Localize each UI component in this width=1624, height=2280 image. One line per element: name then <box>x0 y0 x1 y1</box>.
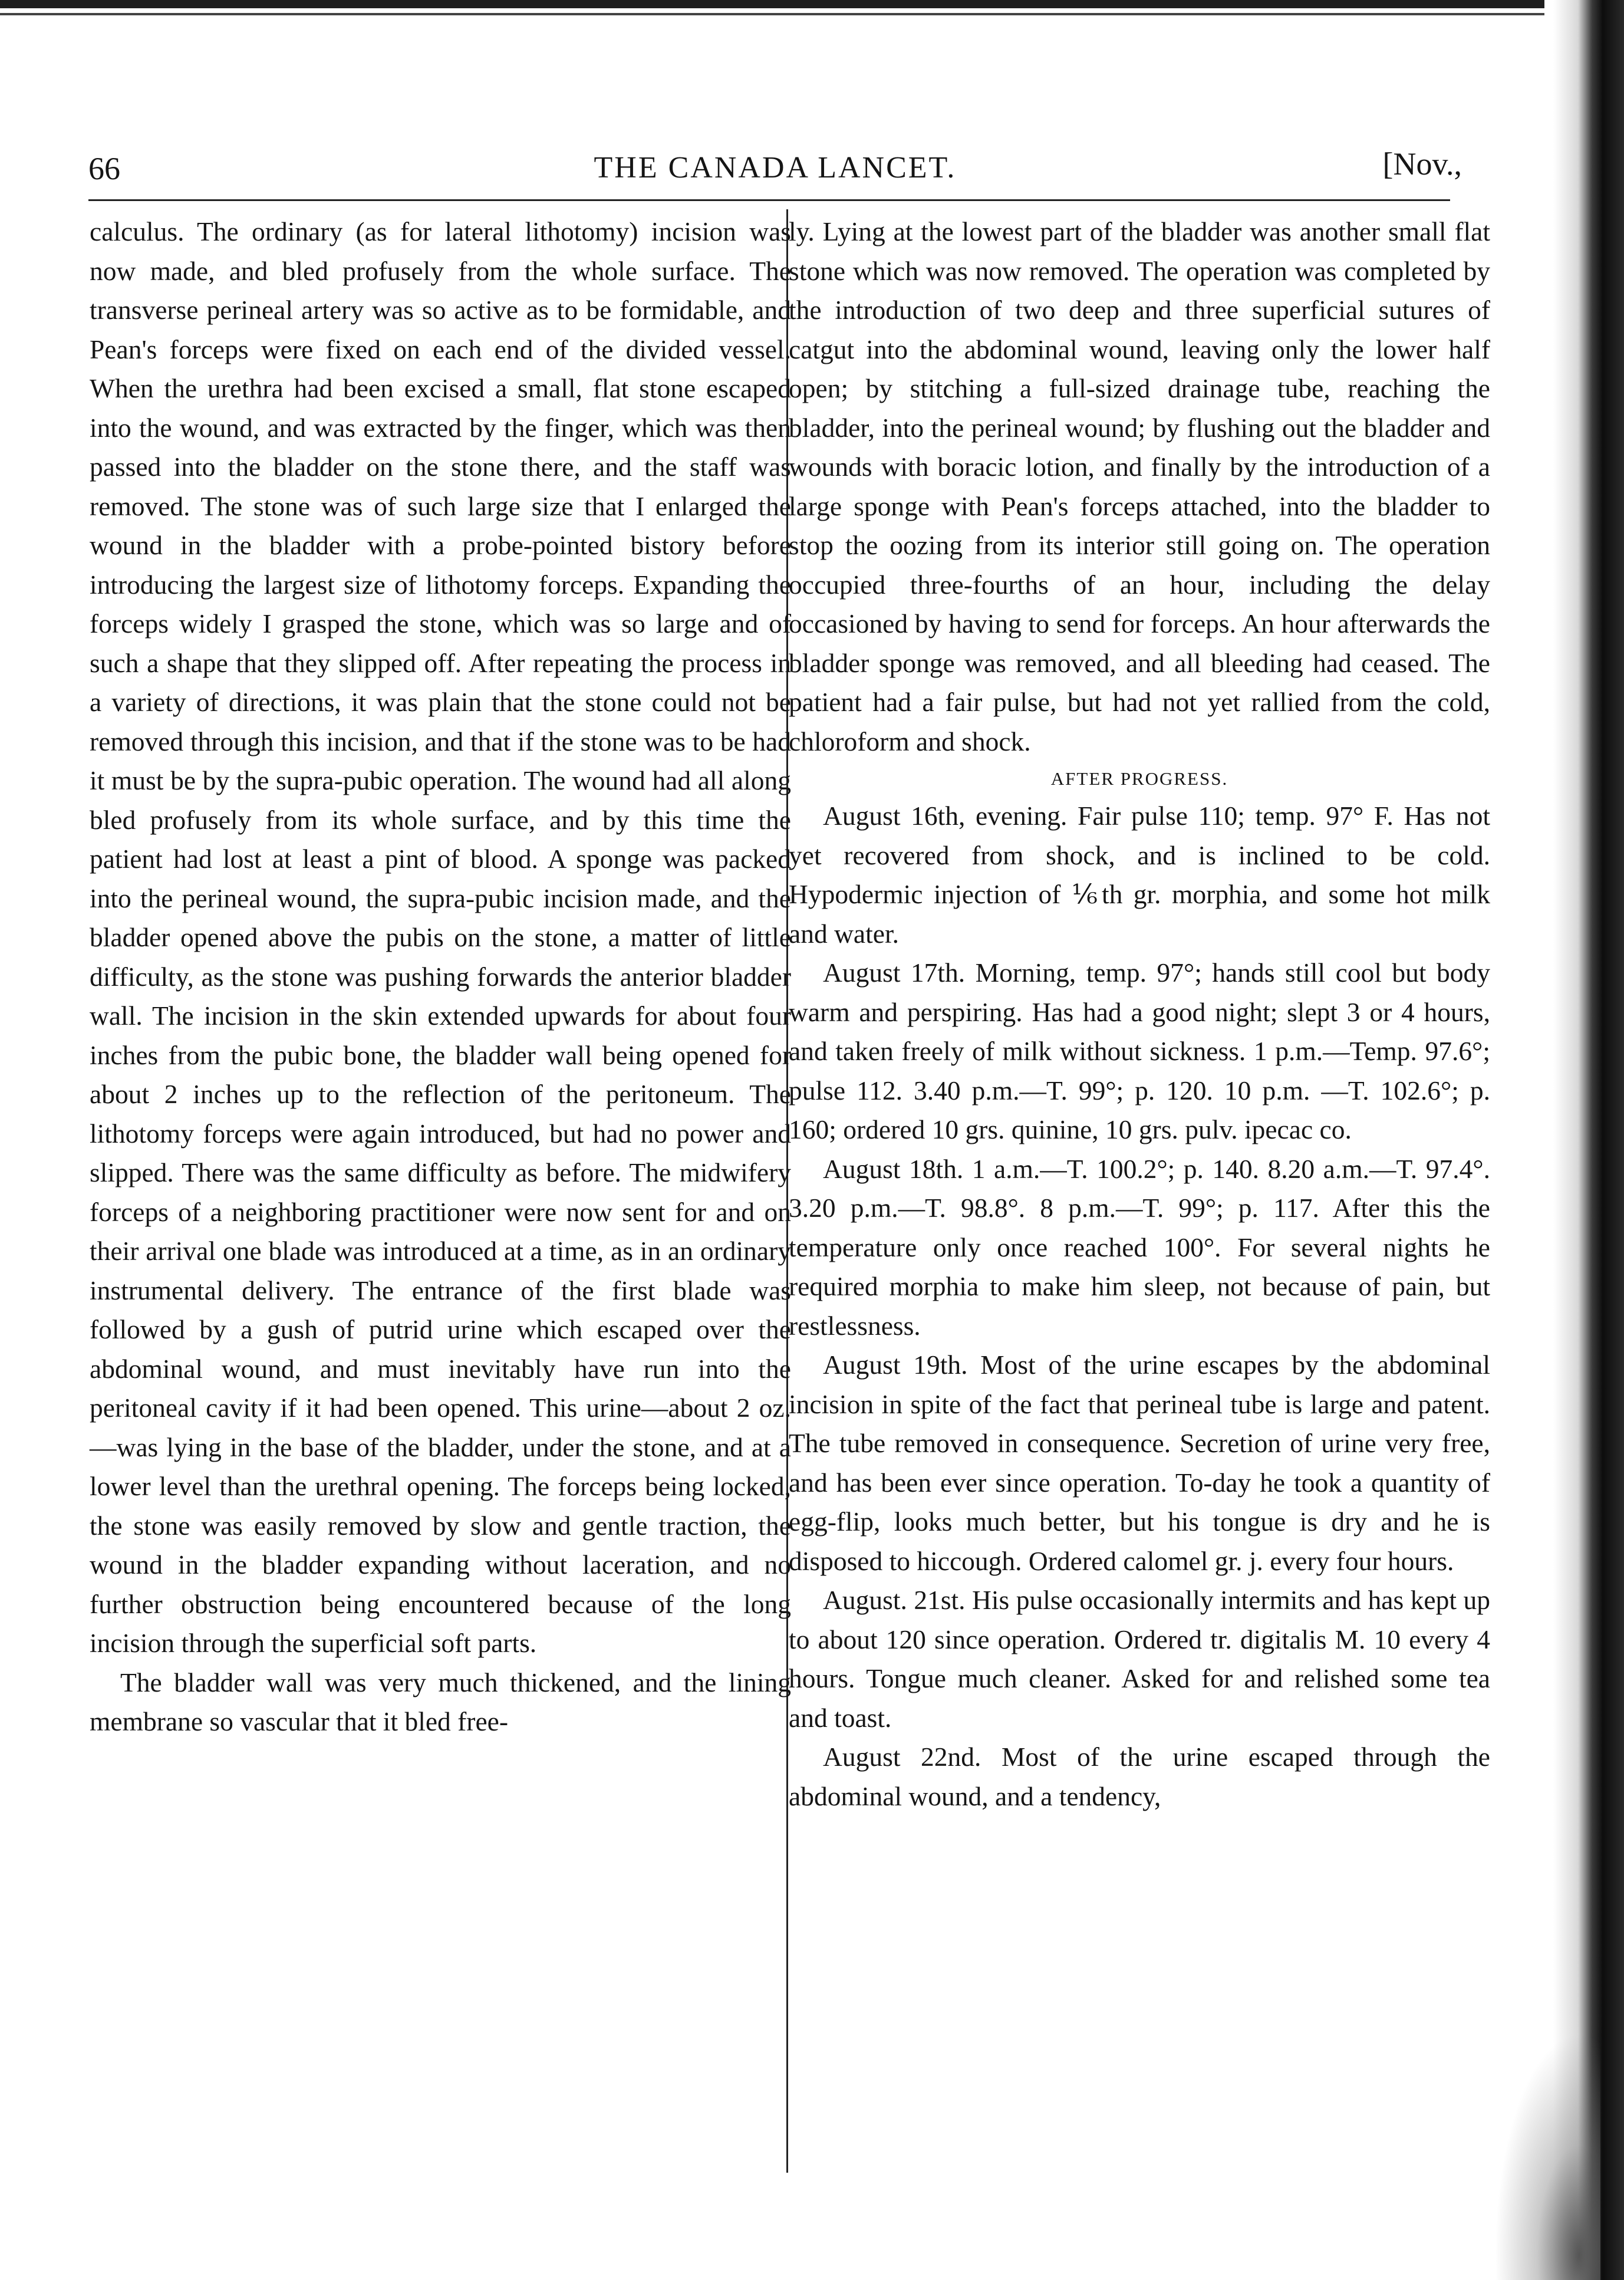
section-heading: AFTER PROGRESS. <box>1050 768 1228 789</box>
left-column <box>90 212 791 1742</box>
top-border-rule-thin <box>0 13 1544 15</box>
scan-smudge <box>1494 2032 1600 2280</box>
progress-entry-aug-17: August 17th. Morning, temp. 97°; hands still cool but body warm and perspiring. Has had a good night; slept 3 or 4 hours, and taken freely of milk without sickness. 1 p.m.—Temp. 97.6°; pulse 112. 3.40 p.m.—T. 99°; p. 120. 10 p.m. —T. 102.6°; p. 160; ordered 10 grs. quinine, 10 grs. pulv. ipecac co. <box>789 958 1490 1144</box>
running-header <box>88 146 1462 203</box>
left-paragraph-2: The bladder wall was very much thickened, and the lining membrane so vascular that it bled free- <box>90 1667 791 1736</box>
progress-entry-aug-19: August 19th. Most of the urine escapes by the abdominal incision in spite of the fact that perineal tube is large and patent. The tube removed in consequence. Secretion of urine very free, and has been ever since operation. To-day he took a quantity of egg-flip, looks much better, but his tongue is dry and he is disposed to hiccough. Ordered calomel gr. j. every four hours. <box>789 1350 1490 1576</box>
journal-title: THE CANADA LANCET. <box>594 151 957 185</box>
page-binding-edge <box>1553 0 1624 2280</box>
right-column <box>789 212 1490 1816</box>
progress-entry-aug-18: August 18th. 1 a.m.—T. 100.2°; p. 140. 8.20 a.m.—T. 97.4°. 3.20 p.m.—T. 98.8°. 8 p.m.—T. 99°; p. 117. After this the temperature only once reached 100°. For several nights he required morphia to make him sleep, not because of pain, but restlessness. <box>789 1153 1490 1341</box>
progress-entry-aug-16: August 16th, evening. Fair pulse 110; temp. 97° F. Has not yet recovered from shock, and is inclined to be cold. Hypodermic injection of ⅙th gr. morphia, and some hot milk and water. <box>789 801 1490 949</box>
page-number: 66 <box>88 151 120 186</box>
progress-entry-aug-21: August. 21st. His pulse occasionally intermits and has kept up to about 120 since operation. Ordered tr. digitalis M. 10 every 4 hours. Tongue much cleaner. Asked for and relished some tea and toast. <box>789 1585 1490 1733</box>
right-paragraph-continuation: ly. Lying at the lowest part of the bladder was another small flat stone which was now removed. The operation was completed by the introduction of two deep and three superficial sutures of catgut into the abdominal wound, leaving only the lower half open; by stitching a full-sized drainage tube, reaching the bladder, into the perineal wound; by flushing out the bladder and wounds with boracic lotion, and finally by the introduction of a large sponge with Pean's forceps attached, into the bladder to stop the oozing from its interior still going on. The operation occupied three-fourths of an hour, including the delay occasioned by having to send for forceps. An hour afterwards the bladder sponge was removed, and all bleeding had ceased. The patient had a fair pulse, but had not yet rallied from the cold, chloroform and shock. <box>789 216 1490 756</box>
top-border-rule <box>0 0 1544 8</box>
left-paragraph-1: calculus. The ordinary (as for lateral lithotomy) incision was now made, and bled profusely from the whole surface. The transverse perineal artery was so active as to be formidable, and Pean's forceps were fixed on each end of the divided vessel. When the urethra had been excised a small, flat stone escaped into the wound, and was extracted by the finger, which was then passed into the bladder on the stone there, and the staff was removed. The stone was of such large size that I enlarged the wound in the bladder with a probe-pointed bistory before introducing the largest size of lithotomy forceps. Expanding the forceps widely I grasped the stone, which was so large and of such a shape that they slipped off. After repeating the process in a variety of directions, it was plain that the stone could not be removed through this incision, and that if the stone was to be had it must be by the supra-pubic operation. The wound had all along bled profusely from its whole surface, and by this time the patient had lost at least a pint of blood. A sponge was packed into the perineal wound, the supra-pubic incision made, and the bladder opened above the pubis on the stone, a matter of little difficulty, as the stone was pushing forwards the anterior bladder wall. The incision in the skin extended upwards for about four inches from the pubic bone, the bladder wall being opened for about 2 inches up to the reflection of the peritoneum. The lithotomy forceps were again introduced, but had no power and slipped. There was the same difficulty as before. The midwifery forceps of a neighboring practitioner were now sent for and on their arrival one blade was introduced at a time, as in an ordinary instrumental delivery. The entrance of the first blade was followed by a gush of putrid urine which escaped over the abdominal wound, and must inevitably have run into the peritoneal cavity if it had been opened. This urine—about 2 oz.—was lying in the base of the bladder, under the stone, and at a lower level than the urethral opening. The forceps being locked, the stone was easily removed by slow and gentle traction, the wound in the bladder expanding without laceration, and no further obstruction being encountered because of the long incision through the superficial soft parts. <box>90 216 791 1658</box>
header-rule <box>88 199 1450 201</box>
issue-label: [Nov., <box>1382 146 1462 182</box>
progress-entry-aug-22: August 22nd. Most of the urine escaped through the abdominal wound, and a tendency, <box>789 1742 1490 1811</box>
